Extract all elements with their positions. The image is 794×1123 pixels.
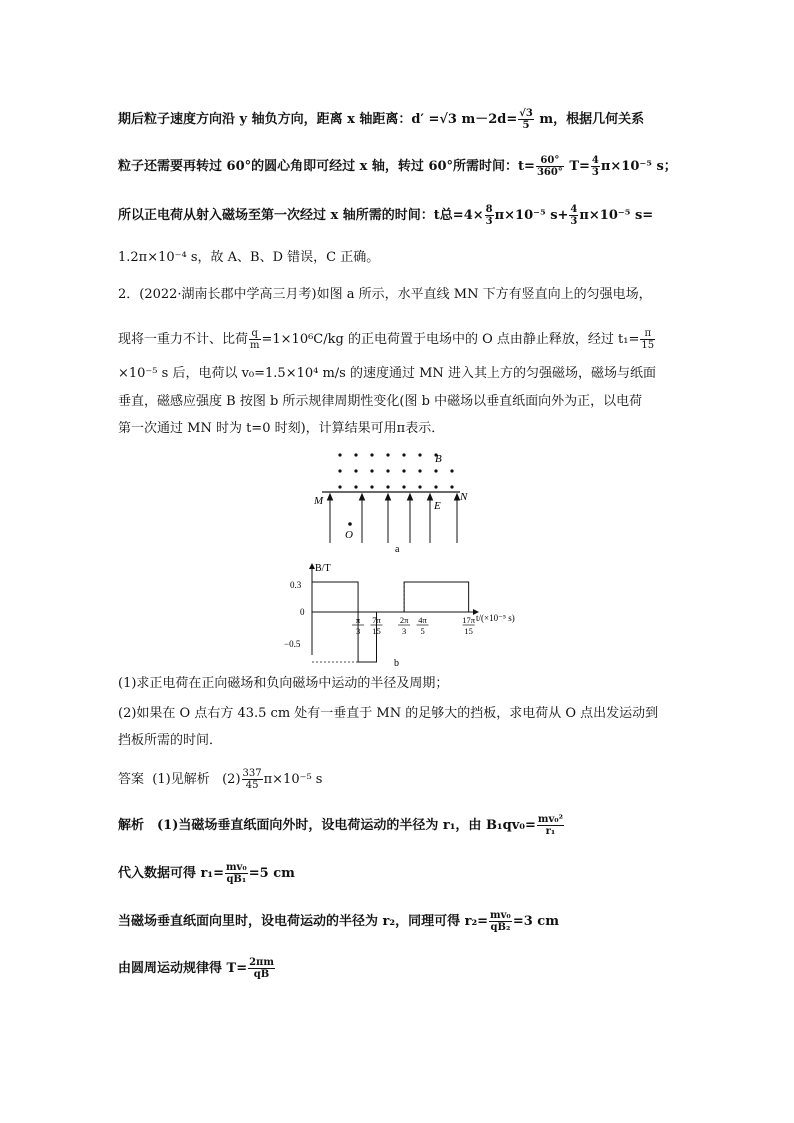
field-arrowhead bbox=[408, 494, 413, 500]
fraction: $\frac{4}{3}$ bbox=[570, 204, 578, 227]
analysis-line2-text: 代入数据可得 r₁= bbox=[118, 866, 224, 881]
para1-line3 bbox=[118, 204, 653, 227]
q2-line3: ×10⁻⁵ s 后，电荷以 v₀=1.5×10⁴ m/s 的速度通过 MN 进入其上方的匀强磁场，磁场与纸面 bbox=[118, 366, 656, 381]
answer-1: (1)见解析 bbox=[152, 772, 210, 787]
q2-line5: 第一次通过 MN 时为 t=0 时刻)，计算结果可用π表示． bbox=[118, 421, 445, 436]
fraction: $\frac{337}{45}$ bbox=[242, 768, 262, 791]
q2-line1: 2．(2022·湖南长郡中学高三月考)如图 a 所示，水平直线 MN 下方有竖直向上的匀强电场， bbox=[118, 287, 652, 302]
field-dot bbox=[354, 485, 357, 488]
field-dot bbox=[370, 469, 373, 472]
para1-line1-tail: m，根据几何关系 bbox=[539, 112, 645, 127]
fraction: $\frac{8}{3}$ bbox=[485, 204, 493, 227]
answer-line bbox=[118, 768, 322, 791]
x-tick-denominator: 3 bbox=[355, 626, 361, 636]
field-arrowhead bbox=[455, 494, 460, 500]
fraction: $\frac{√3}{5}$ bbox=[519, 108, 533, 131]
field-dot bbox=[418, 453, 421, 456]
y-tick-high: 0.3 bbox=[290, 580, 302, 590]
field-dot bbox=[386, 485, 389, 488]
analysis-line3-tail: =3 cm bbox=[512, 914, 559, 929]
analysis-line1-text: 解析 (1)当磁场垂直纸面向外时，设电荷运动的半径为 r₁，由 B₁qv₀= bbox=[118, 818, 536, 833]
q2-line2-text: 现将一重力不计、比荷 bbox=[118, 332, 249, 347]
analysis-line4-text: 由圆周运动规律得 T= bbox=[118, 961, 248, 976]
caption-b: b bbox=[394, 658, 399, 669]
field-dot bbox=[434, 485, 437, 488]
b-series-line bbox=[312, 582, 469, 662]
x-tick-numerator: 17π bbox=[462, 615, 476, 625]
field-dot bbox=[450, 469, 453, 472]
fraction: $\frac{q}{m}$ bbox=[250, 328, 260, 351]
field-dot bbox=[434, 469, 437, 472]
field-dot bbox=[402, 469, 405, 472]
field-arrowhead bbox=[360, 494, 365, 500]
analysis-line2 bbox=[118, 862, 295, 885]
field-arrowhead bbox=[328, 494, 333, 500]
x-tick-numerator: 4π bbox=[418, 615, 427, 625]
field-dot bbox=[370, 453, 373, 456]
figure-a bbox=[300, 438, 490, 558]
field-dot bbox=[402, 485, 405, 488]
fraction: $\frac{\text{mv₀²}}{\text{r₁}}$ bbox=[537, 814, 564, 837]
x-tick-denominator: 15 bbox=[372, 626, 381, 636]
fraction: $\frac{\pi}{15}$ bbox=[641, 328, 655, 351]
q2-line2 bbox=[118, 328, 656, 351]
analysis-line4 bbox=[118, 957, 276, 980]
q2-line4: 垂直，磁感应强度 B 按图 b 所示规律周期性变化(图 b 中磁场以垂直纸面向外为正，以电荷 bbox=[118, 394, 643, 409]
field-dot bbox=[338, 485, 341, 488]
q2-line2-text-b: =1×10⁶C/kg 的正电荷置于电场中的 O 点由静止释放，经过 t₁= bbox=[261, 332, 640, 347]
x-tick-denominator: 5 bbox=[420, 626, 425, 636]
x-tick-labels bbox=[352, 615, 476, 636]
para1-line3-text-c: π×10⁻⁵ s= bbox=[579, 208, 654, 223]
field-dot bbox=[418, 485, 421, 488]
point-O bbox=[348, 522, 352, 526]
field-dot bbox=[338, 469, 341, 472]
label-N: N bbox=[460, 491, 468, 503]
x-tick-numerator: 7π bbox=[372, 615, 381, 625]
analysis-line3-text: 当磁场垂直纸面向里时，设电荷运动的半径为 r₂，同理可得 r₂= bbox=[118, 914, 489, 929]
para1-line3-text-b: π×10⁻⁵ s+ bbox=[494, 208, 569, 223]
para1-line3-text: 所以正电荷从射入磁场至第一次经过 x 轴所需的时间：t总=4× bbox=[118, 208, 484, 223]
para1-line2-text-c: π×10⁻⁵ s； bbox=[600, 159, 677, 174]
answer-2-pre: (2) bbox=[222, 772, 241, 787]
analysis-line3 bbox=[118, 910, 559, 933]
question-1: (1)求正电荷在正向磁场和负向磁场中运动的半径及周期； bbox=[118, 676, 449, 691]
field-dot bbox=[338, 453, 341, 456]
label-O: O bbox=[345, 529, 353, 541]
answer-2-tail: π×10⁻⁵ s bbox=[263, 772, 323, 787]
question-2-line1: (2)如果在 O 点右方 43.5 cm 处有一垂直于 MN 的足够大的挡板，求电荷从 O 点出发运动到 bbox=[118, 706, 659, 721]
field-arrowhead bbox=[428, 494, 433, 500]
x-tick-numerator: π bbox=[355, 615, 361, 625]
field-dot bbox=[354, 453, 357, 456]
answer-label: 答案 bbox=[118, 772, 145, 787]
field-dot bbox=[354, 469, 357, 472]
x-tick-denominator: 15 bbox=[464, 626, 473, 636]
y-tick-low: −0.5 bbox=[284, 639, 301, 649]
para1-line2 bbox=[118, 155, 677, 178]
fraction: $\frac{2\pi m}{qB}$ bbox=[249, 957, 274, 980]
fraction: $\frac{\text{mv₀}}{\text{qB₁}}$ bbox=[225, 862, 247, 885]
fraction: $\frac{60^\circ}{360^\circ}$ bbox=[536, 155, 563, 178]
field-dot bbox=[402, 453, 405, 456]
para1-line2-text: 粒子还需要再转过 60°的圆心角即可经过 x 轴，转过 60°所需时间：t= bbox=[118, 159, 535, 174]
field-dot bbox=[386, 469, 389, 472]
question-2-line2: 挡板所需的时间． bbox=[118, 733, 223, 748]
caption-a: a bbox=[395, 544, 400, 555]
label-B: B bbox=[435, 453, 442, 465]
para1-line1 bbox=[118, 108, 644, 131]
fraction: $\frac{\text{mv₀}}{\text{qB₂}}$ bbox=[490, 910, 511, 933]
y-axis-label: B/T bbox=[315, 563, 331, 574]
x-tick-numerator: 2π bbox=[399, 615, 409, 625]
para1-line2-text-b: T= bbox=[569, 159, 590, 174]
b-waveform bbox=[312, 582, 469, 662]
field-dot bbox=[450, 485, 453, 488]
fraction: $\frac{4}{3}$ bbox=[591, 155, 599, 178]
field-dot bbox=[386, 453, 389, 456]
label-E: E bbox=[434, 500, 441, 512]
x-axis-label: t/(×10⁻⁵ s) bbox=[476, 613, 515, 623]
para1-line4: 1.2π×10⁻⁴ s，故 A、B、D 错误，C 正确。 bbox=[118, 250, 380, 265]
figure-b bbox=[282, 560, 522, 670]
para1-line1-text: 期后粒子速度方向沿 y 轴负方向，距离 x 轴距离：d′ =√3 m－2d= bbox=[118, 112, 518, 127]
field-dot bbox=[418, 469, 421, 472]
analysis-line1 bbox=[118, 814, 565, 837]
analysis-line2-tail: =5 cm bbox=[248, 866, 295, 881]
field-dot bbox=[370, 485, 373, 488]
y-tick-zero: 0 bbox=[300, 607, 305, 617]
label-M: M bbox=[314, 495, 324, 507]
x-tick-denominator: 3 bbox=[402, 626, 407, 636]
field-arrowhead bbox=[386, 494, 391, 500]
